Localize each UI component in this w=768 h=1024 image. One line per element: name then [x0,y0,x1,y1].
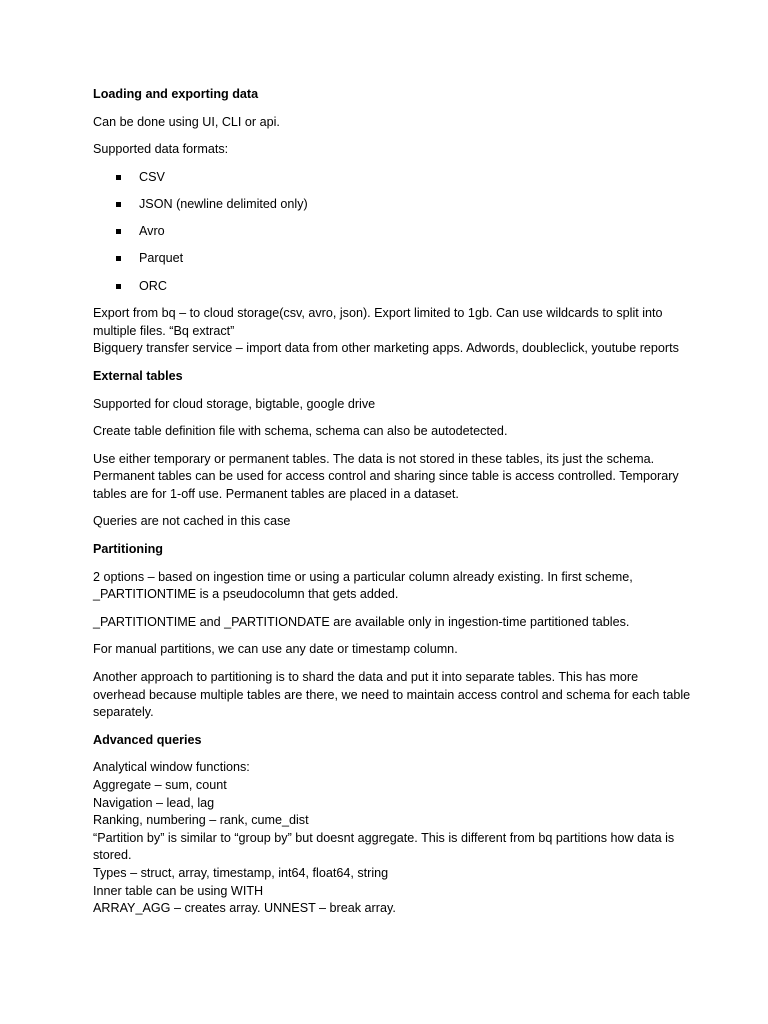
paragraph: _PARTITIONTIME and _PARTITIONDATE are available only in ingestion-time partitioned tables. [93,614,630,629]
paragraph: Use either temporary or permanent tables. The data is not stored in these tables, its just the schema. Permanent tables can be used for access control and sharing since table is access controlled. Temporary tables are for 1-off use. Permanent tables are placed in a dataset. [93,451,679,501]
paragraph: For manual partitions, we can use any date or timestamp column. [93,642,458,657]
text-line: Bigquery transfer service – import data from other marketing apps. Adwords, doubleclick, youtube reports [93,341,679,356]
text-line: Export from bq – to cloud storage(csv, avro, json). Export limited to 1gb. Can use wildcards to split into multiple files. “Bq extract” [93,306,663,338]
text-line: Aggregate – sum, count [93,778,227,792]
list-item-label: ORC [139,278,167,293]
list-item-label: Avro [139,224,165,239]
paragraph: Queries are not cached in this case [93,514,291,529]
paragraph: Supported for cloud storage, bigtable, google drive [93,396,376,411]
text-line: Analytical window functions: [93,760,250,775]
text-line: ARRAY_AGG – creates array. UNNEST – break array. [93,901,396,916]
square-bullet-icon [116,284,121,289]
square-bullet-icon [116,256,121,261]
square-bullet-icon [116,229,121,234]
section-heading-advanced-queries: Advanced queries [93,732,202,747]
list-item [93,196,693,214]
paragraph: Supported data formats: [93,142,229,157]
paragraph: Can be done using UI, CLI or api. [93,114,280,129]
paragraph: Another approach to partitioning is to shard the data and put it into separate tables. This has more overhead because multiple tables are there, we need to maintain access control and schema for each table separately. [93,670,691,720]
paragraph [93,759,693,917]
document-page [93,86,693,928]
list-item [93,250,693,268]
section-heading-partitioning: Partitioning [93,542,163,557]
paragraph: Create table definition file with schema, schema can also be autodetected. [93,424,508,439]
text-line: Navigation – lead, lag [93,795,215,810]
square-bullet-icon [116,175,121,180]
paragraph: 2 options – based on ingestion time or using a particular column already existing. In first scheme, _PARTITIONTIME is a pseudocolumn that gets added. [93,569,633,602]
text-line: Ranking, numbering – rank, cume_dist [93,813,309,828]
section-heading-external-tables: External tables [93,368,183,383]
list-item-label: CSV [139,169,165,184]
list-item-label: Parquet [139,251,184,266]
section-heading-loading-exporting: Loading and exporting data [93,87,259,101]
text-line: Inner table can be using WITH [93,883,264,898]
text-line: “Partition by” is similar to “group by” but doesnt aggregate. This is different from bq partitions how data is stored. [93,830,675,863]
data-formats-list [93,169,693,295]
paragraph [93,305,693,358]
list-item [93,278,693,296]
list-item-label: JSON (newline delimited only) [139,196,308,211]
list-item [93,169,693,187]
list-item [93,223,693,241]
square-bullet-icon [116,202,121,207]
text-line: Types – struct, array, timestamp, int64, float64, string [93,865,389,880]
